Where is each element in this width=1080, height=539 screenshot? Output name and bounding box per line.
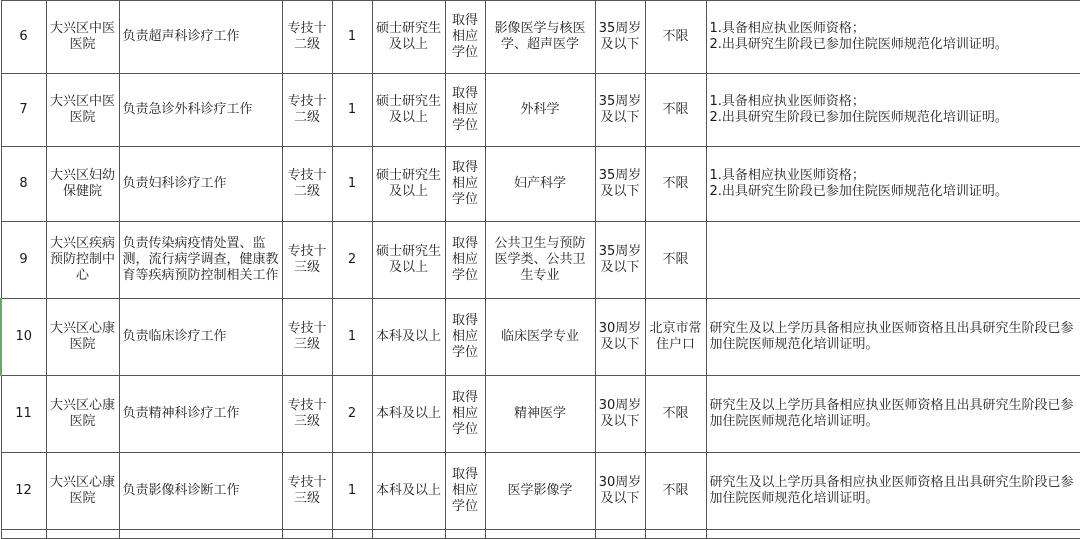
age-cell: 30周岁及以下 [595,453,645,530]
degree-cell: 取得相应学位 [445,74,485,147]
table-row [1,376,1080,453]
major-cell: 影像医学与核医学、超声医学 [485,1,595,74]
duty-cell: 负责精神科诊疗工作 [119,376,282,453]
duty-cell: 负责急诊外科诊疗工作 [119,74,282,147]
duty-cell: 负责影像科诊断工作 [119,453,282,530]
requirements-cell [706,453,1080,530]
hukou-cell: 不限 [645,74,706,147]
count-cell: 2 [332,222,372,299]
requirement-line: 2.出具研究生阶段已参加住院医师规范化培训证明。 [709,184,1008,199]
duty-cell: 负责超声科诊疗工作 [119,1,282,74]
requirement-line: 1.具备相应执业医师资格； [709,21,865,36]
education-cell: 本科及以上 [372,299,445,376]
hukou-cell: 北京市常住户口 [645,299,706,376]
count-cell: 1 [332,147,372,222]
table-row [1,74,1080,147]
row-number: 12 [1,453,46,530]
requirement-line: 1.具备相应执业医师资格； [709,168,865,183]
level-cell: 专技十三级 [282,222,332,299]
requirement-line: 2.出具研究生阶段已参加住院医师规范化培训证明。 [709,110,1008,125]
count-cell: 2 [332,376,372,453]
requirements-cell [706,222,1080,299]
unit-cell: 大兴区心康医院 [46,376,119,453]
requirements-cell [706,147,1080,222]
age-cell: 30周岁及以下 [595,299,645,376]
age-cell: 30周岁及以下 [595,376,645,453]
level-cell: 专技十三级 [282,376,332,453]
unit-cell: 大兴区妇幼保健院 [46,147,119,222]
degree-cell: 取得相应学位 [445,376,485,453]
education-cell: 硕士研究生及以上 [372,222,445,299]
education-cell: 本科及以上 [372,376,445,453]
table-row [1,453,1080,530]
requirements-cell [706,1,1080,74]
degree-cell: 取得相应学位 [445,299,485,376]
duty-cell: 负责传染病疫情处置、监测，流行病学调查，健康教育等疾病预防控制相关工作 [119,222,282,299]
major-cell: 外科学 [485,74,595,147]
requirements-cell [706,74,1080,147]
unit-cell: 大兴区中医医院 [46,1,119,74]
requirements-cell [706,299,1080,376]
age-cell: 35周岁及以下 [595,1,645,74]
level-cell: 专技十三级 [282,299,332,376]
count-cell: 1 [332,1,372,74]
hukou-cell: 不限 [645,1,706,74]
level-cell: 专技十二级 [282,147,332,222]
level-cell: 专技十三级 [282,453,332,530]
count-cell: 1 [332,74,372,147]
duty-cell: 负责临床诊疗工作 [119,299,282,376]
hukou-cell: 不限 [645,453,706,530]
row-number: 11 [1,376,46,453]
hukou-cell: 不限 [645,376,706,453]
education-cell: 硕士研究生及以上 [372,147,445,222]
major-cell: 妇产科学 [485,147,595,222]
major-cell: 精神医学 [485,376,595,453]
requirement-line: 研究生及以上学历具备相应执业医师资格且出具研究生阶段已参加住院医师规范化培训证明。 [709,398,1074,429]
age-cell: 35周岁及以下 [595,222,645,299]
table-row [1,222,1080,299]
degree-cell: 取得相应学位 [445,453,485,530]
degree-cell: 取得相应学位 [445,1,485,74]
degree-cell: 取得相应学位 [445,147,485,222]
unit-cell: 大兴区心康医院 [46,453,119,530]
hukou-cell: 不限 [645,222,706,299]
requirement-line: 研究生及以上学历具备相应执业医师资格且出具研究生阶段已参加住院医师规范化培训证明。 [709,321,1074,352]
count-cell: 1 [332,453,372,530]
unit-cell: 大兴区中医医院 [46,74,119,147]
major-cell: 公共卫生与预防医学类、公共卫生专业 [485,222,595,299]
education-cell: 本科及以上 [372,453,445,530]
hukou-cell: 不限 [645,147,706,222]
row-number: 9 [1,222,46,299]
row-number: 8 [1,147,46,222]
level-cell: 专技十二级 [282,1,332,74]
count-cell: 1 [332,299,372,376]
row-number: 7 [1,74,46,147]
table-row [1,299,1080,376]
degree-cell: 取得相应学位 [445,222,485,299]
row-number: 6 [1,1,46,74]
table-row [1,147,1080,222]
duty-cell: 负责妇科诊疗工作 [119,147,282,222]
row-number: 10 [1,299,46,376]
table-row [1,1,1080,74]
requirements-cell [706,376,1080,453]
requirement-line: 1.具备相应执业医师资格； [709,94,865,109]
education-cell: 硕士研究生及以上 [372,74,445,147]
age-cell: 35周岁及以下 [595,147,645,222]
major-cell: 医学影像学 [485,453,595,530]
requirement-line: 研究生及以上学历具备相应执业医师资格且出具研究生阶段已参加住院医师规范化培训证明。 [709,475,1074,506]
age-cell: 35周岁及以下 [595,74,645,147]
education-cell: 硕士研究生及以上 [372,1,445,74]
requirement-line: 2.出具研究生阶段已参加住院医师规范化培训证明。 [709,37,1008,52]
unit-cell: 大兴区疾病预防控制中心 [46,222,119,299]
major-cell: 临床医学专业 [485,299,595,376]
level-cell: 专技十二级 [282,74,332,147]
unit-cell: 大兴区心康医院 [46,299,119,376]
